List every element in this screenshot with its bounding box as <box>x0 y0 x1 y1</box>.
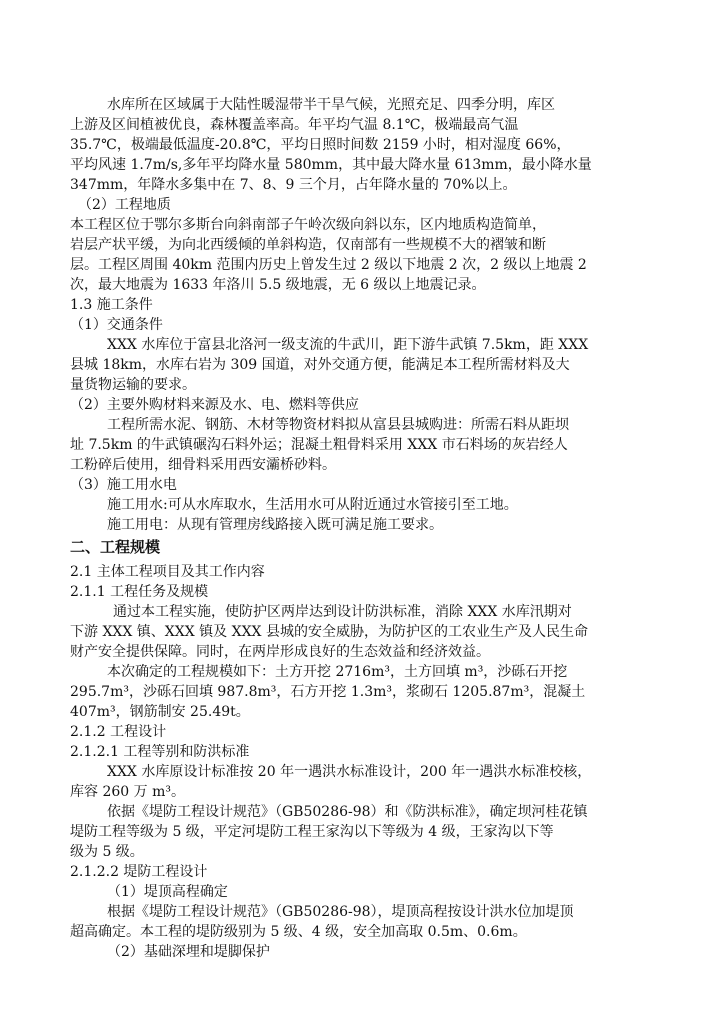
text-line: 本次确定的工程规模如下：土方开挖 2716m³，土方回填 m³，沙砾石开挖 <box>107 664 568 680</box>
text-line: 超高确定。本工程的堤防级别为 5 级、4 级，安全加高取 0.5m、0.6m。 <box>70 924 527 940</box>
text-line: 库容 260 万 m³。 <box>70 784 185 800</box>
section-heading: 2.1.1 工程任务及规模 <box>70 584 209 600</box>
text-line: 295.7m³，沙砾石回填 987.8m³，石方开挖 1.3m³，浆砌石 1205.87m³，混凝土 <box>70 684 586 700</box>
text-line: 工粉碎后使用，细骨料采用西安灞桥砂料。 <box>70 457 336 473</box>
text-line: 次，最大地震为 1633 年洛川 5.5 级地震，无 6 级以上地震记录。 <box>70 277 486 293</box>
section-subheading: （2）主要外购材料来源及水、电、燃料等供应 <box>70 397 359 413</box>
text-line: 量货物运输的要求。 <box>70 377 196 393</box>
text-line: XXX 水库原设计标准按 20 年一遇洪水标准设计，200 年一遇洪水标准校核， <box>107 764 592 780</box>
text-line: 平均风速 1.7m/s,多年平均降水量 580mm，其中最大降水量 613mm，最小降水量 <box>70 157 592 173</box>
text-line: 县城 18km，水库右岩为 309 国道，对外交通方便，能满足本工程所需材料及大 <box>70 357 570 373</box>
text-line: 根据《堤防工程设计规范》（GB50286-98），堤顶高程按设计洪水位加堤顶 <box>107 904 574 920</box>
section-subheading: （1）堤顶高程确定 <box>107 884 228 900</box>
text-line: 层。工程区周围 40km 范围内历史上曾发生过 2 级以下地震 2 次，2 级以上地震 2 <box>70 257 587 273</box>
text-line: 407m³，钢筋制安 25.49t。 <box>70 704 250 720</box>
text-line: 本工程区位于鄂尔多斯台向斜南部子午岭次级向斜以东，区内地质构造简单， <box>70 217 546 233</box>
section-heading: 1.3 施工条件 <box>70 297 153 313</box>
section-heading: 2.1.2.2 堤防工程设计 <box>70 864 208 880</box>
chapter-heading: 二、工程规模 <box>70 538 161 556</box>
section-heading: 2.1.2.1 工程等别和防洪标准 <box>70 744 250 760</box>
section-subheading: （1）交通条件 <box>70 317 163 333</box>
text-line: 址 7.5km 的牛武镇碾沟石料外运；混凝土粗骨料采用 XXX 市石料场的灰岩经人 <box>70 437 568 453</box>
text-line: 依据《堤防工程设计规范》（GB50286-98）和《防洪标准》，确定坝河桂花镇 <box>107 804 588 820</box>
section-subheading: （2）工程地质 <box>78 197 171 213</box>
text-line: 财产安全提供保障。同时，在两岸形成良好的生态效益和经济效益。 <box>70 644 490 660</box>
text-line: XXX 水库位于富县北洛河一级支流的牛武川，距下游牛武镇 7.5km，距 XXX <box>107 337 589 353</box>
text-line: 岩层产状平缓，为向北西缓倾的单斜构造，仅南部有一些规模不大的褶皱和断 <box>70 237 546 253</box>
text-line: 通过本工程实施，使防护区两岸达到设计防洪标准，消除 XXX 水库汛期对 <box>113 604 572 620</box>
section-heading: 2.1 主体工程项目及其工作内容 <box>70 564 265 580</box>
text-line: 堤防工程等级为 5 级，平定河堤防工程王家沟以下等级为 4 级，王家沟以下等 <box>70 824 554 840</box>
text-line: 施工用电：从现有管理房线路接入既可满足施工要求。 <box>107 517 443 533</box>
text-line: 347mm，年降水多集中在 7、8、9 三个月，占年降水量的 70%以上。 <box>70 177 517 193</box>
section-heading: 2.1.2 工程设计 <box>70 724 167 740</box>
text-line: 施工用水:可从水库取水，生活用水可从附近通过水管接引至工地。 <box>107 497 518 513</box>
text-line: 上游及区间植被优良，森林覆盖率高。年平均气温 8.1℃，极端最高气温 <box>70 117 519 133</box>
text-line: 下游 XXX 镇、XXX 镇及 XXX 县城的安全威胁，为防护区的工农业生产及人民生命 <box>70 624 588 640</box>
section-subheading: （2）基础深埋和堤脚保护 <box>107 944 270 960</box>
text-line: 级为 5 级。 <box>70 844 144 860</box>
text-line: 35.7℃，极端最低温度-20.8℃，平均日照时间数 2159 小时，相对湿度 66%， <box>70 137 571 153</box>
section-subheading: （3）施工用水电 <box>70 477 177 493</box>
text-line: 工程所需水泥、钢筋、木材等物资材料拟从富县县城购进：所需石料从距坝 <box>107 417 569 433</box>
text-line: 水库所在区域属于大陆性暖湿带半干旱气候，光照充足、四季分明，库区 <box>107 97 555 113</box>
